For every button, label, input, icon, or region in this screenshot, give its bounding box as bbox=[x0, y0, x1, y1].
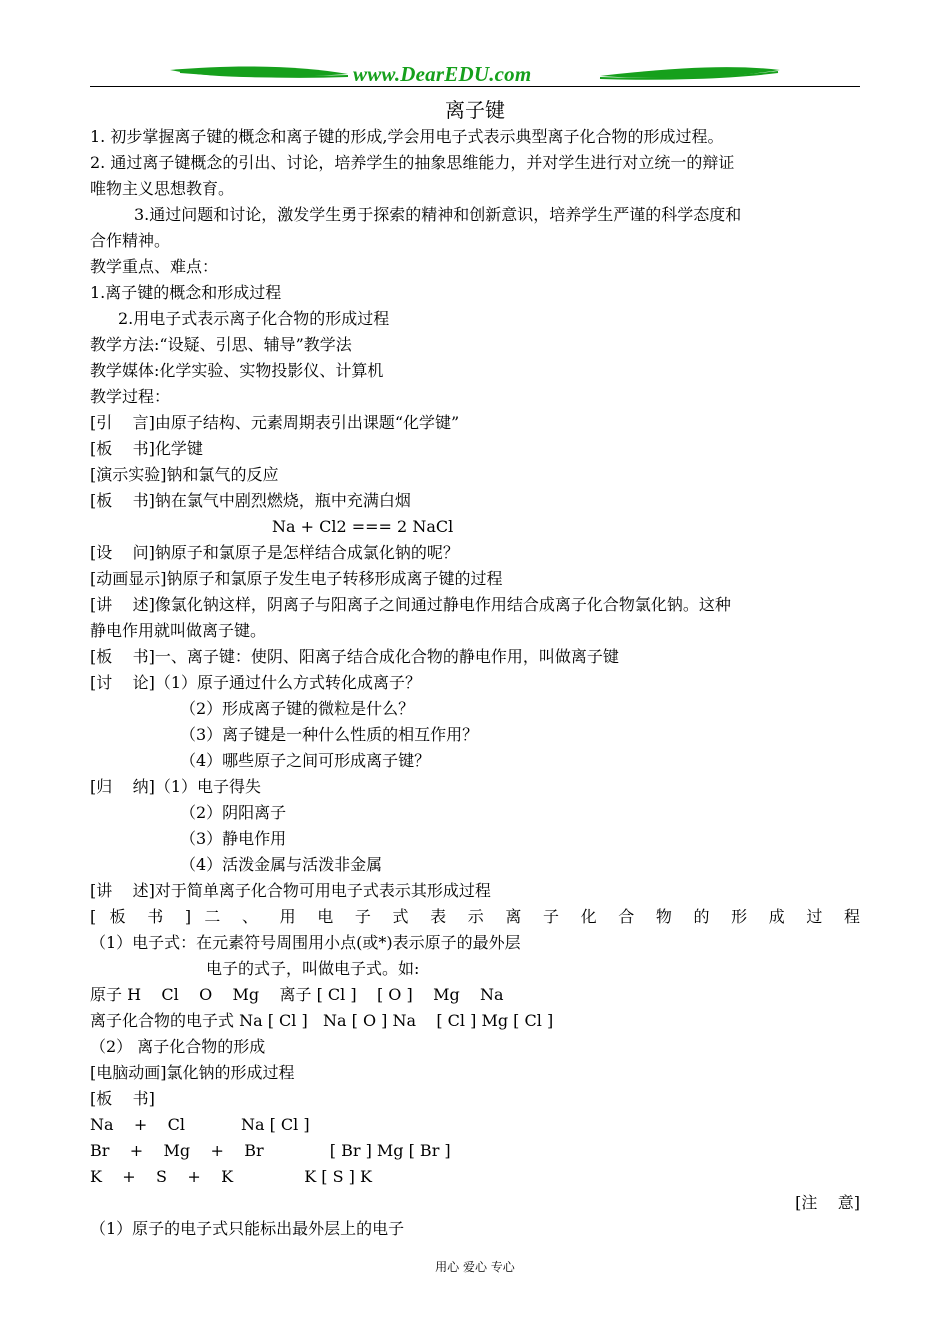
text-line: 1. 初步掌握离子键的概念和离子键的形成,学会用电子式表示典型离子化合物的形成过程。 bbox=[90, 127, 724, 146]
text-line: 合作精神。 bbox=[90, 231, 171, 250]
text-line: （2）形成离子键的微粒是什么？ bbox=[180, 699, 415, 718]
text-line: 唯物主义思想教育。 bbox=[90, 179, 235, 198]
text-line: Br + Mg + Br [ Br ] Mg [ Br ] bbox=[90, 1141, 451, 1160]
text-line: （3）静电作用 bbox=[180, 829, 287, 848]
document-body bbox=[90, 124, 860, 1242]
text-line: 教学媒体:化学实验、实物投影仪、计算机 bbox=[90, 361, 384, 380]
text-line: [动画显示]钠原子和氯原子发生电子转移形成离子键的过程 bbox=[90, 569, 503, 588]
page-title: 离子键 bbox=[445, 98, 505, 122]
text-line: [电脑动画]氯化钠的形成过程 bbox=[90, 1063, 295, 1082]
header-divider bbox=[90, 86, 860, 87]
text-line: 教学过程： bbox=[90, 387, 171, 406]
text-line: [设 问]钠原子和氯原子是怎样结合成氯化钠的呢？ bbox=[90, 543, 459, 562]
text-line: [引 言]由原子结构、元素周期表引出课题“化学键” bbox=[90, 413, 460, 432]
page-footer: 用心 爱心 专心 bbox=[435, 1260, 515, 1274]
text-line: 教学重点、难点： bbox=[90, 257, 219, 276]
text-line: 离子化合物的电子式 Na [ Cl ] Na [ O ] Na [ Cl ] Mg [ Cl ] bbox=[90, 1011, 554, 1030]
text-line: 电子的式子，叫做电子式。如: bbox=[206, 959, 420, 978]
text-line: K + S + K K [ S ] K bbox=[90, 1167, 372, 1186]
text-line: [板 书]钠在氯气中剧烈燃烧，瓶中充满白烟 bbox=[90, 491, 411, 510]
text-line: （3）离子键是一种什么性质的相互作用？ bbox=[180, 725, 479, 744]
text-line: [讲 述]对于简单离子化合物可用电子式表示其形成过程 bbox=[90, 881, 491, 900]
text-line: Na + Cl Na [ Cl ] bbox=[90, 1115, 310, 1134]
site-logo: www.DearEDU.com bbox=[353, 62, 532, 86]
text-line: （1）原子的电子式只能标出最外层上的电子 bbox=[90, 1219, 405, 1238]
text-line: 1.离子键的概念和形成过程 bbox=[90, 283, 282, 302]
text-line: （4）哪些原子之间可形成离子键？ bbox=[180, 751, 431, 770]
text-line: [板 书]化学键 bbox=[90, 439, 203, 458]
text-line: Na + Cl2 === 2 NaCl bbox=[272, 517, 454, 536]
text-line: [讲 述]像氯化钠这样，阴离子与阳离子之间通过静电作用结合成离子化合物氯化钠。这种 bbox=[90, 595, 731, 614]
text-line: 原子 H Cl O Mg 离子 [ Cl ] [ O ] Mg Na bbox=[90, 985, 504, 1004]
page-header bbox=[90, 60, 860, 94]
text-line: 3.通过问题和讨论，激发学生勇于探索的精神和创新意识，培养学生严谨的科学态度和 bbox=[134, 205, 742, 224]
text-line: 2.用电子式表示离子化合物的形成过程 bbox=[118, 309, 390, 328]
text-line: [演示实验]钠和氯气的反应 bbox=[90, 465, 279, 484]
text-line: 教学方法:“设疑、引思、辅导”教学法 bbox=[90, 335, 352, 354]
text-line: [注 意] bbox=[795, 1193, 860, 1212]
text-line: （2）阴阳离子 bbox=[180, 803, 287, 822]
text-line: [归 纳]（1）电子得失 bbox=[90, 777, 262, 796]
text-line: 静电作用就叫做离子键。 bbox=[90, 621, 267, 640]
text-line: [板 书]一、离子键：使阴、阳离子结合成化合物的静电作用，叫做离子键 bbox=[90, 647, 619, 666]
text-line: （4）活泼金属与活泼非金属 bbox=[180, 855, 383, 874]
text-line: （1）电子式：在元素符号周围用小点(或*)表示原子的最外层 bbox=[90, 933, 521, 952]
text-line: （2） 离子化合物的形成 bbox=[90, 1037, 266, 1056]
text-line: [板 书] bbox=[90, 1089, 155, 1108]
text-line: [ 板 书 ] 二 、 用 电 子 式 表 示 离 子 化 合 物 的 形 成 过 程 bbox=[90, 907, 860, 926]
text-line: 2. 通过离子键概念的引出、讨论，培养学生的抽象思维能力，并对学生进行对立统一的辩证 bbox=[90, 153, 735, 172]
text-line: [讨 论]（1）原子通过什么方式转化成离子？ bbox=[90, 673, 422, 692]
